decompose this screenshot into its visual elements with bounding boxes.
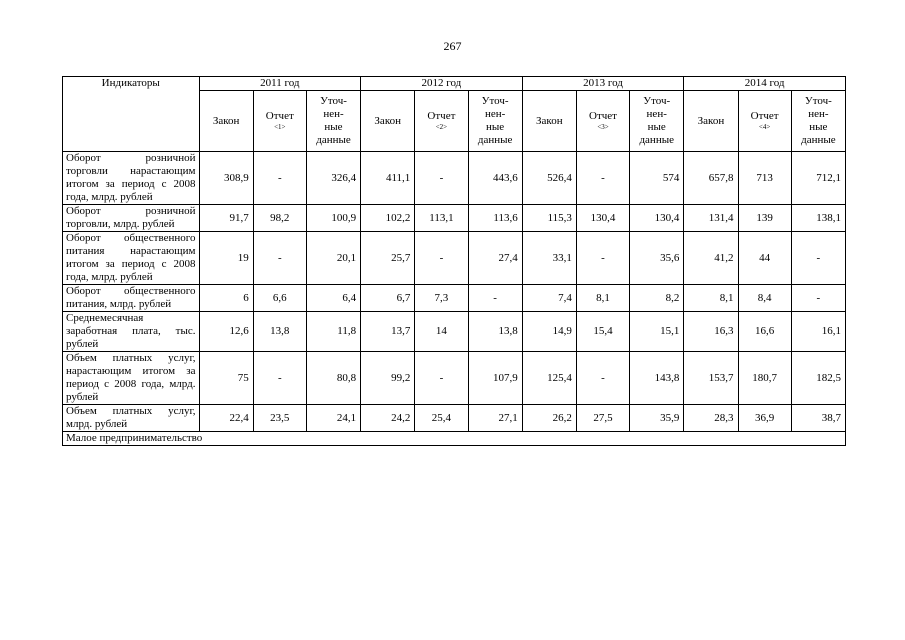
table-cell: 26,2 (522, 405, 576, 432)
table-cell: 8,1 (576, 285, 629, 312)
table-cell: 27,4 (468, 232, 522, 285)
year-header: 2012 год (361, 77, 523, 91)
table-cell: - (791, 285, 845, 312)
footnote-ref: <2> (435, 123, 448, 131)
table-cell: 8,2 (630, 285, 684, 312)
col-header-otchet (576, 91, 629, 152)
footnote-ref: <1> (274, 123, 286, 131)
col-header-word: данные (801, 134, 836, 146)
year-header: 2011 год (199, 77, 361, 91)
row-label: Оборот розничной торговли нарастающим итогом за период с 2008 года, млрд. рублей (63, 152, 200, 205)
col-header-word: ные (486, 121, 505, 133)
table-cell: 6,7 (361, 285, 415, 312)
table-cell: 22,4 (199, 405, 253, 432)
col-header-word: Уточ- (804, 95, 832, 107)
col-header-word: ные (647, 121, 666, 133)
col-header-word: данные (477, 134, 513, 146)
table-cell: 411,1 (361, 152, 415, 205)
col-header-otchet (738, 91, 791, 152)
table-row (63, 285, 846, 312)
row-label: Объем платных услуг, нарастающим итогом за период с 2008 года, млрд. рублей (63, 352, 200, 405)
table-cell: 27,1 (468, 405, 522, 432)
table-cell: 16,3 (684, 312, 738, 352)
table-cell: 180,7 (738, 352, 791, 405)
table-cell: 308,9 (199, 152, 253, 205)
table-cell: 13,8 (468, 312, 522, 352)
row-label: Объем платных услуг, млрд. рублей (63, 405, 200, 432)
table-cell: 35,6 (630, 232, 684, 285)
col-header-word: данные (639, 134, 674, 146)
table-cell: 25,7 (361, 232, 415, 285)
otchet-label: Отчет (265, 110, 294, 122)
table-cell: 6,4 (306, 285, 360, 312)
table-cell: 36,9 (738, 405, 791, 432)
table-cell: 11,8 (306, 312, 360, 352)
table-cell: 25,4 (415, 405, 468, 432)
table-cell: 13,8 (253, 312, 306, 352)
table-cell: 139 (738, 205, 791, 232)
table-cell: - (253, 152, 306, 205)
table-cell: 23,5 (253, 405, 306, 432)
table-cell: 143,8 (630, 352, 684, 405)
table-cell: 113,6 (468, 205, 522, 232)
table-cell: 24,2 (361, 405, 415, 432)
table-cell: 14,9 (522, 312, 576, 352)
table-cell: 38,7 (791, 405, 845, 432)
table-cell: 20,1 (306, 232, 360, 285)
footnote-ref: <4> (758, 123, 771, 131)
col-header-word: Уточ- (643, 95, 671, 107)
col-header-word: ные (324, 121, 343, 133)
table-cell: 75 (199, 352, 253, 405)
table-cell: 8,4 (738, 285, 791, 312)
table-cell: - (253, 232, 306, 285)
year-header-row (63, 77, 846, 91)
table-cell: 130,4 (576, 205, 629, 232)
table-row (63, 312, 846, 352)
table-cell: 712,1 (791, 152, 845, 205)
table-cell: - (576, 152, 629, 205)
table-cell: 28,3 (684, 405, 738, 432)
table-cell: 115,3 (522, 205, 576, 232)
table-cell: 35,9 (630, 405, 684, 432)
row-label: Оборот общественного питания, млрд. рублей (63, 285, 200, 312)
table-cell: 27,5 (576, 405, 629, 432)
table-cell: 19 (199, 232, 253, 285)
year-header: 2013 год (522, 77, 684, 91)
col-header-word: данные (316, 134, 351, 146)
table-cell: 15,1 (630, 312, 684, 352)
row-label: Среднемесячная заработная плата, тыс. рублей (63, 312, 200, 352)
col-header-utochnennye (791, 91, 845, 152)
indicators-table (62, 76, 846, 446)
table-cell: 41,2 (684, 232, 738, 285)
table-cell: 24,1 (306, 405, 360, 432)
year-header: 2014 год (684, 77, 846, 91)
table-cell: 44 (738, 232, 791, 285)
table-cell: 80,8 (306, 352, 360, 405)
table-cell: 6,6 (253, 285, 306, 312)
table-cell: 107,9 (468, 352, 522, 405)
table-row (63, 205, 846, 232)
table-cell: 14 (415, 312, 468, 352)
table-cell: 15,4 (576, 312, 629, 352)
section-row (63, 432, 846, 446)
col-header-zakon: Закон (361, 91, 415, 152)
table-cell: - (253, 352, 306, 405)
table-cell: 102,2 (361, 205, 415, 232)
table-cell: 8,1 (684, 285, 738, 312)
table-row (63, 405, 846, 432)
table-cell: 574 (630, 152, 684, 205)
otchet-label: Отчет (589, 110, 617, 122)
table-cell: 16,6 (738, 312, 791, 352)
col-header-utochnennye (630, 91, 684, 152)
table-row (63, 152, 846, 205)
table-row (63, 232, 846, 285)
section-label: Малое предпринимательство (63, 432, 846, 446)
table-cell: 131,4 (684, 205, 738, 232)
table-cell: 326,4 (306, 152, 360, 205)
table-cell: 33,1 (522, 232, 576, 285)
table-cell: 113,1 (415, 205, 468, 232)
page-number: 267 (443, 39, 462, 53)
row-label: Оборот общественного питания нарастающим итогом за период с 2008 года, млрд. рублей (63, 232, 200, 285)
otchet-label: Отчет (750, 110, 779, 122)
table-cell: 138,1 (791, 205, 845, 232)
table-cell: - (468, 285, 522, 312)
col-header-word: нен- (323, 108, 344, 120)
table-cell: - (576, 232, 629, 285)
table-cell: 7,3 (415, 285, 468, 312)
table-cell: - (415, 152, 468, 205)
table-row (63, 352, 846, 405)
table-cell: 99,2 (361, 352, 415, 405)
table-body (63, 152, 846, 446)
table-cell: 182,5 (791, 352, 845, 405)
col-header-word: Уточ- (320, 95, 347, 107)
col-header-otchet (415, 91, 468, 152)
col-header-word: нен- (646, 108, 667, 120)
col-header-utochnennye (468, 91, 522, 152)
indicators-header: Индикаторы (63, 77, 200, 152)
table-cell: 125,4 (522, 352, 576, 405)
table-cell: 12,6 (199, 312, 253, 352)
otchet-label: Отчет (427, 110, 456, 122)
col-header-utochnennye (306, 91, 360, 152)
table-cell: 657,8 (684, 152, 738, 205)
col-header-zakon: Закон (684, 91, 738, 152)
table-cell: 91,7 (199, 205, 253, 232)
table-cell: 130,4 (630, 205, 684, 232)
col-header-zakon: Закон (522, 91, 576, 152)
table-cell: 100,9 (306, 205, 360, 232)
col-header-word: нен- (484, 108, 506, 120)
table-cell: - (576, 352, 629, 405)
table-cell: 153,7 (684, 352, 738, 405)
table-cell: 6 (199, 285, 253, 312)
table-cell: 7,4 (522, 285, 576, 312)
col-header-zakon: Закон (199, 91, 253, 152)
table-cell: 443,6 (468, 152, 522, 205)
table-cell: 16,1 (791, 312, 845, 352)
table-cell: 526,4 (522, 152, 576, 205)
table-cell: - (791, 232, 845, 285)
col-header-otchet (253, 91, 306, 152)
col-header-word: нен- (808, 108, 829, 120)
table-cell: - (415, 352, 468, 405)
table-cell: 713 (738, 152, 791, 205)
row-label: Оборот розничной торговли, млрд. рублей (63, 205, 200, 232)
footnote-ref: <3> (597, 123, 609, 131)
table-cell: 13,7 (361, 312, 415, 352)
table-cell: 98,2 (253, 205, 306, 232)
table-cell: - (415, 232, 468, 285)
col-header-word: ные (809, 121, 828, 133)
col-header-word: Уточ- (481, 95, 509, 107)
